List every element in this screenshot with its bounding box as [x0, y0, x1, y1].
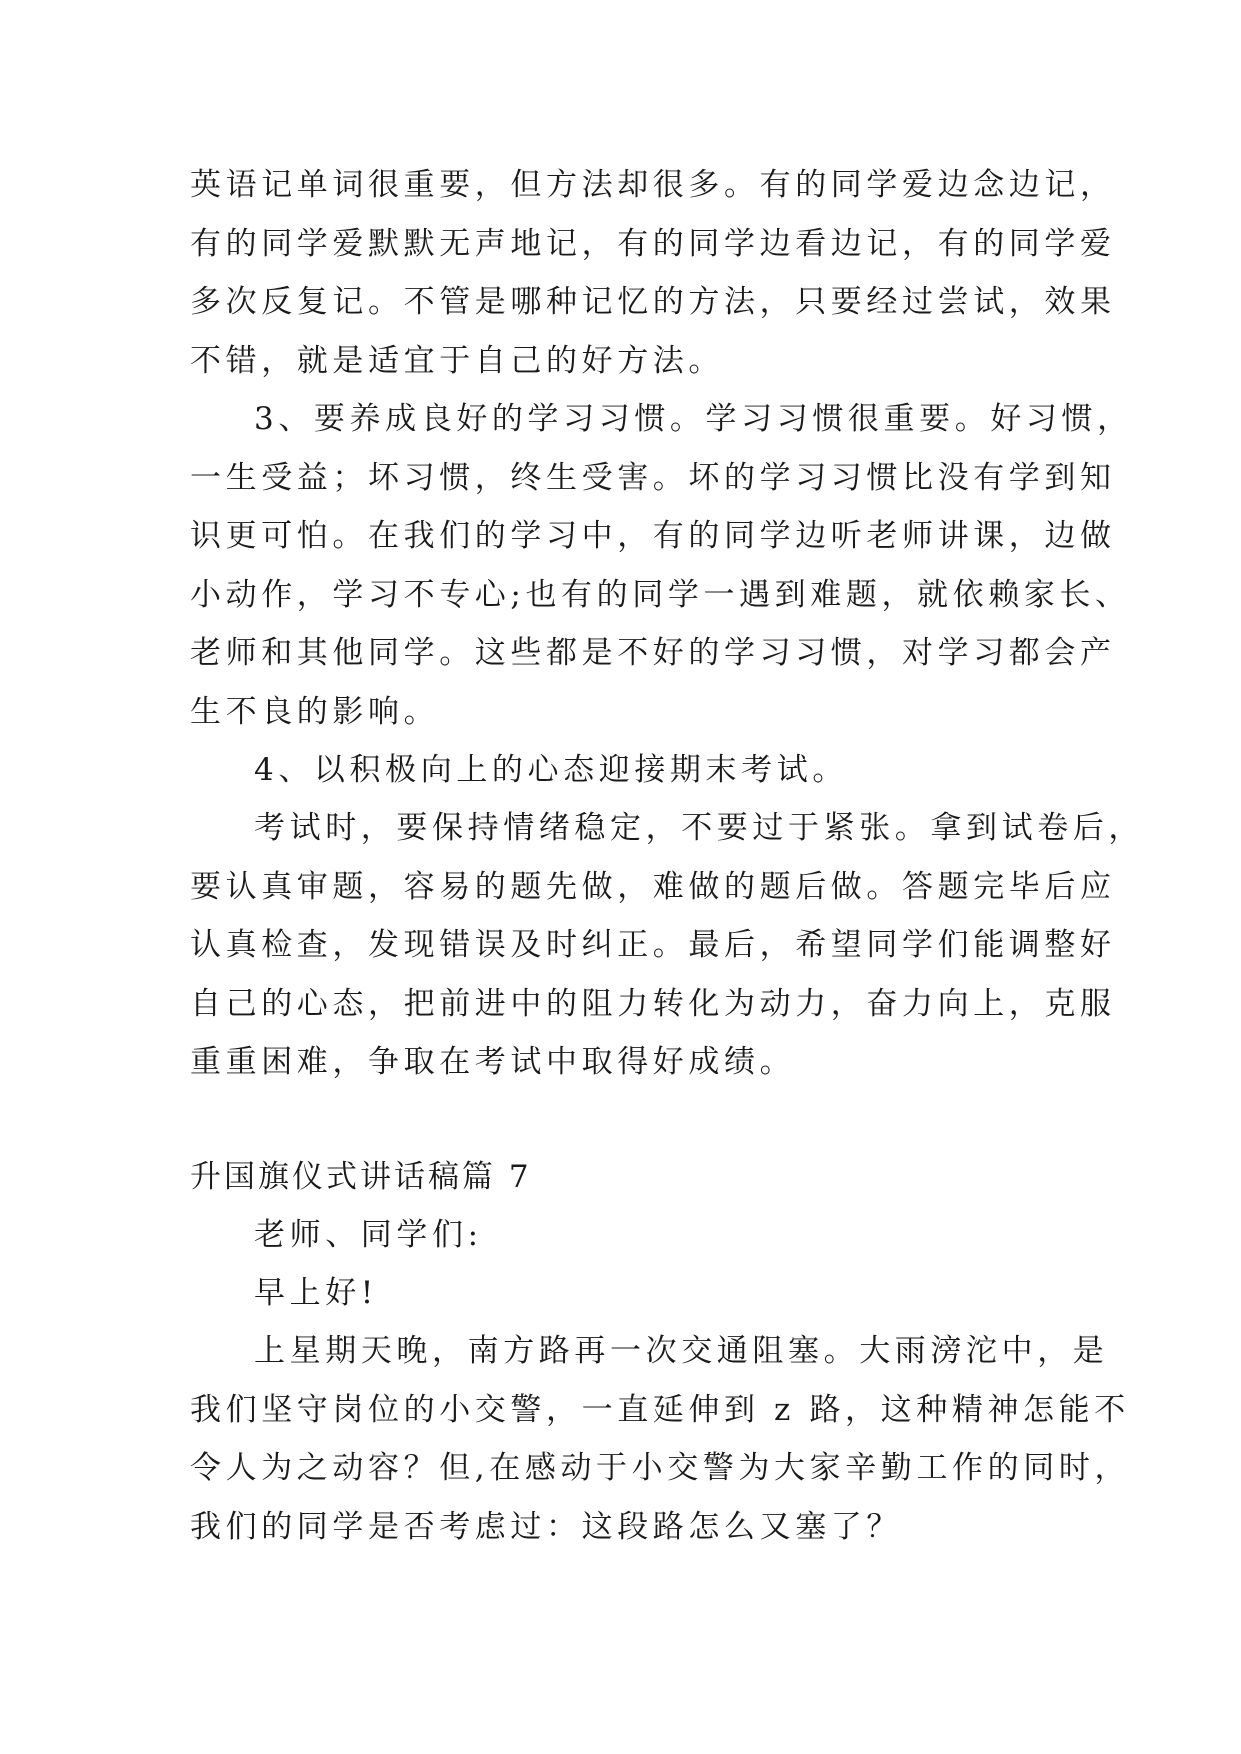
- text-line: 老师、同学们:: [254, 1217, 483, 1253]
- text-line: 我们的同学是否考虑过：这段路怎么又塞了？: [190, 1508, 902, 1545]
- paragraph-vocabulary-methods: [190, 156, 1116, 390]
- text-line: 老师和其他同学。这些都是不好的学习习惯，对学习都会产: [190, 635, 1116, 671]
- paragraph-positive-attitude: [190, 741, 1060, 800]
- text-line: 我们坚守岗位的小交警，一直延伸到 z 路，这种精神怎能不: [190, 1391, 1130, 1428]
- text-line: 生不良的影响。: [190, 693, 440, 730]
- text-line: 早上好!: [254, 1275, 378, 1311]
- text-line: 多次反复记。不管是哪种记忆的方法，只要经过尝试，效果: [190, 284, 1116, 320]
- text-line: 英语记单词很重要，但方法却很多。有的同学爱边念边记，: [190, 167, 1116, 203]
- text-line: 有的同学爱默默无声地记，有的同学边看边记，有的同学爱: [190, 225, 1116, 262]
- text-line: 小动作，学习不专心;也有的同学一遇到难题，就依赖家长、: [190, 576, 1131, 613]
- good-morning-line: [190, 1264, 1060, 1323]
- section-title: 升国旗仪式讲话稿篇 7: [190, 1159, 532, 1195]
- text-line: 考试时，要保持情绪稳定，不要过于紧张。拿到试卷后，: [254, 810, 1144, 846]
- text-line: 令人为之动容？但,在感动于小交警为大家辛勤工作的同时，: [190, 1450, 1131, 1486]
- paragraph-study-habits: [190, 390, 1133, 741]
- text-line: 一生受益；坏习惯，终生受害。坏的学习习惯比没有学到知: [190, 459, 1116, 496]
- greeting-line: [190, 1206, 1060, 1265]
- text-line: 自己的心态，把前进中的阻力转化为动力，奋力向上，克服: [190, 985, 1116, 1022]
- text-line: 3、要养成良好的学习习惯。学习习惯很重要。好习惯，: [254, 401, 1133, 437]
- paragraph-exam-advice: [190, 799, 1144, 1092]
- text-line: 上星期天晚，南方路再一次交通阻塞。大雨滂沱中，是: [254, 1333, 1109, 1369]
- text-line: 识更可怕。在我们的学习中，有的同学边听老师讲课，边做: [190, 518, 1116, 554]
- text-line: 要认真审题，容易的题先做，难做的题后做。答题完毕后应: [190, 868, 1116, 905]
- paragraph-traffic-police: [190, 1322, 1131, 1556]
- text-line: 认真检查，发现错误及时纠正。最后，希望同学们能调整好: [190, 927, 1116, 963]
- text-line: 4、以积极向上的心态迎接期末考试。: [254, 752, 848, 788]
- text-line: 不错，就是适宜于自己的好方法。: [190, 342, 724, 379]
- text-line: 重重困难，争取在考试中取得好成绩。: [190, 1044, 796, 1080]
